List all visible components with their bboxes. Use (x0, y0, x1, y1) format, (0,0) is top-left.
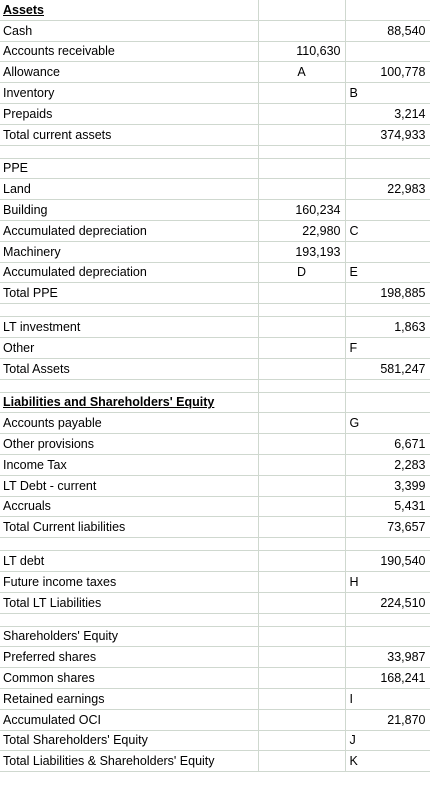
table-row (0, 392, 430, 413)
total-amount-cell[interactable] (345, 379, 430, 392)
total-amount-cell[interactable] (345, 158, 430, 179)
detail-amount-cell[interactable] (258, 592, 345, 613)
line-item-label[interactable]: Assets (0, 0, 258, 20)
table-row (0, 688, 430, 709)
table-row (0, 496, 430, 517)
total-amount-cell[interactable]: 5,431 (345, 496, 430, 517)
detail-amount-cell[interactable] (258, 103, 345, 124)
detail-amount-cell[interactable] (258, 392, 345, 413)
detail-amount-cell[interactable]: 110,630 (258, 41, 345, 62)
table-row (0, 262, 430, 283)
detail-amount-cell[interactable] (258, 517, 345, 538)
detail-amount-cell[interactable] (258, 337, 345, 358)
detail-amount-cell[interactable] (258, 145, 345, 158)
total-amount-cell[interactable]: H (345, 571, 430, 592)
detail-amount-cell[interactable] (258, 434, 345, 455)
detail-amount-cell[interactable] (258, 751, 345, 772)
detail-amount-cell[interactable] (258, 317, 345, 338)
detail-amount-cell[interactable] (258, 124, 345, 145)
table-row (0, 200, 430, 221)
total-amount-cell[interactable]: 33,987 (345, 647, 430, 668)
detail-amount-cell[interactable] (258, 179, 345, 200)
line-item-label[interactable]: Total Assets (0, 358, 258, 379)
total-amount-cell[interactable]: 3,399 (345, 475, 430, 496)
table-row (0, 0, 430, 20)
detail-amount-cell[interactable] (258, 454, 345, 475)
line-item-label[interactable]: Cash (0, 20, 258, 41)
total-amount-cell[interactable] (345, 538, 430, 551)
line-item-label[interactable]: Other (0, 337, 258, 358)
table-row (0, 413, 430, 434)
line-item-label[interactable] (0, 538, 258, 551)
total-amount-cell[interactable]: 21,870 (345, 709, 430, 730)
detail-amount-cell[interactable] (258, 158, 345, 179)
total-amount-cell[interactable]: F (345, 337, 430, 358)
detail-amount-cell[interactable] (258, 668, 345, 689)
total-amount-cell[interactable]: 581,247 (345, 358, 430, 379)
spacer-row (0, 304, 430, 317)
detail-amount-cell[interactable] (258, 551, 345, 572)
line-item-label[interactable]: Accumulated OCI (0, 709, 258, 730)
line-item-label[interactable]: Prepaids (0, 103, 258, 124)
table-row (0, 626, 430, 647)
table-row (0, 571, 430, 592)
detail-amount-cell[interactable] (258, 20, 345, 41)
line-item-label[interactable]: Accumulated depreciation (0, 220, 258, 241)
table-row (0, 220, 430, 241)
table-row (0, 41, 430, 62)
detail-amount-cell[interactable] (258, 304, 345, 317)
total-amount-cell[interactable]: 6,671 (345, 434, 430, 455)
line-item-label[interactable]: Future income taxes (0, 571, 258, 592)
detail-amount-cell[interactable]: 160,234 (258, 200, 345, 221)
table-row (0, 337, 430, 358)
table-row (0, 317, 430, 338)
detail-amount-cell[interactable] (258, 358, 345, 379)
total-amount-cell[interactable]: 2,283 (345, 454, 430, 475)
detail-amount-cell[interactable] (258, 647, 345, 668)
table-row (0, 475, 430, 496)
total-amount-cell[interactable]: C (345, 220, 430, 241)
total-amount-cell[interactable] (345, 145, 430, 158)
line-item-label[interactable]: Retained earnings (0, 688, 258, 709)
total-amount-cell[interactable]: B (345, 83, 430, 104)
line-item-label[interactable]: Other provisions (0, 434, 258, 455)
line-item-label[interactable]: Accruals (0, 496, 258, 517)
table-row (0, 20, 430, 41)
total-amount-cell[interactable]: E (345, 262, 430, 283)
line-item-label[interactable]: Allowance (0, 62, 258, 83)
line-item-label[interactable]: PPE (0, 158, 258, 179)
detail-amount-cell[interactable] (258, 613, 345, 626)
total-amount-cell[interactable]: J (345, 730, 430, 751)
line-item-label[interactable]: Total LT Liabilities (0, 592, 258, 613)
line-item-label[interactable]: Total current assets (0, 124, 258, 145)
line-item-label[interactable]: Inventory (0, 83, 258, 104)
detail-amount-cell[interactable] (258, 709, 345, 730)
line-item-label[interactable]: Building (0, 200, 258, 221)
total-amount-cell[interactable] (345, 200, 430, 221)
line-item-label[interactable] (0, 379, 258, 392)
line-item-label[interactable]: Accounts receivable (0, 41, 258, 62)
table-row (0, 179, 430, 200)
detail-amount-cell[interactable]: D (258, 262, 345, 283)
detail-amount-cell[interactable]: 193,193 (258, 241, 345, 262)
line-item-label[interactable]: Machinery (0, 241, 258, 262)
total-amount-cell[interactable]: I (345, 688, 430, 709)
spacer-row (0, 145, 430, 158)
total-amount-cell[interactable]: 100,778 (345, 62, 430, 83)
line-item-label[interactable]: Preferred shares (0, 647, 258, 668)
table-row (0, 83, 430, 104)
table-row (0, 668, 430, 689)
total-amount-cell[interactable]: 22,983 (345, 179, 430, 200)
table-row (0, 241, 430, 262)
line-item-label[interactable]: Common shares (0, 668, 258, 689)
line-item-label[interactable]: Total Liabilities & Shareholders' Equity (0, 751, 258, 772)
total-amount-cell[interactable]: 198,885 (345, 283, 430, 304)
line-item-label[interactable]: LT debt (0, 551, 258, 572)
total-amount-cell[interactable] (345, 613, 430, 626)
total-amount-cell[interactable]: 1,863 (345, 317, 430, 338)
spacer-row (0, 538, 430, 551)
table-row (0, 709, 430, 730)
table-row (0, 62, 430, 83)
total-amount-cell[interactable] (345, 41, 430, 62)
line-item-label[interactable]: Income Tax (0, 454, 258, 475)
line-item-label[interactable] (0, 613, 258, 626)
total-amount-cell[interactable]: 3,214 (345, 103, 430, 124)
table-row (0, 551, 430, 572)
total-amount-cell[interactable] (345, 626, 430, 647)
detail-amount-cell[interactable] (258, 571, 345, 592)
line-item-label[interactable]: Accumulated depreciation (0, 262, 258, 283)
total-amount-cell[interactable] (345, 392, 430, 413)
table-row (0, 358, 430, 379)
detail-amount-cell[interactable] (258, 475, 345, 496)
line-item-label[interactable]: Land (0, 179, 258, 200)
total-amount-cell[interactable] (345, 304, 430, 317)
detail-amount-cell[interactable] (258, 730, 345, 751)
total-amount-cell[interactable]: G (345, 413, 430, 434)
line-item-label[interactable]: Accounts payable (0, 413, 258, 434)
table-row (0, 158, 430, 179)
detail-amount-cell[interactable]: A (258, 62, 345, 83)
spacer-row (0, 379, 430, 392)
total-amount-cell[interactable]: K (345, 751, 430, 772)
detail-amount-cell[interactable]: 22,980 (258, 220, 345, 241)
table-row (0, 751, 430, 772)
table-row (0, 517, 430, 538)
total-amount-cell[interactable]: 374,933 (345, 124, 430, 145)
total-amount-cell[interactable] (345, 241, 430, 262)
line-item-label[interactable] (0, 304, 258, 317)
detail-amount-cell[interactable] (258, 379, 345, 392)
detail-amount-cell[interactable] (258, 413, 345, 434)
detail-amount-cell[interactable] (258, 626, 345, 647)
total-amount-cell[interactable]: 168,241 (345, 668, 430, 689)
line-item-label[interactable]: Total Current liabilities (0, 517, 258, 538)
line-item-label[interactable]: LT investment (0, 317, 258, 338)
line-item-label[interactable]: Liabilities and Shareholders' Equity (0, 392, 258, 413)
table-row (0, 454, 430, 475)
total-amount-cell[interactable]: 73,657 (345, 517, 430, 538)
detail-amount-cell[interactable] (258, 688, 345, 709)
table-row (0, 592, 430, 613)
line-item-label[interactable]: LT Debt - current (0, 475, 258, 496)
line-item-label[interactable]: Shareholders' Equity (0, 626, 258, 647)
total-amount-cell[interactable]: 224,510 (345, 592, 430, 613)
spacer-row (0, 613, 430, 626)
detail-amount-cell[interactable] (258, 83, 345, 104)
detail-amount-cell[interactable] (258, 283, 345, 304)
table-row (0, 730, 430, 751)
line-item-label[interactable] (0, 145, 258, 158)
table-row (0, 103, 430, 124)
table-row (0, 434, 430, 455)
table-row (0, 124, 430, 145)
detail-amount-cell[interactable] (258, 0, 345, 20)
detail-amount-cell[interactable] (258, 538, 345, 551)
line-item-label[interactable]: Total PPE (0, 283, 258, 304)
total-amount-cell[interactable] (345, 0, 430, 20)
line-item-label[interactable]: Total Shareholders' Equity (0, 730, 258, 751)
detail-amount-cell[interactable] (258, 496, 345, 517)
table-row (0, 647, 430, 668)
total-amount-cell[interactable]: 88,540 (345, 20, 430, 41)
total-amount-cell[interactable]: 190,540 (345, 551, 430, 572)
table-row (0, 283, 430, 304)
